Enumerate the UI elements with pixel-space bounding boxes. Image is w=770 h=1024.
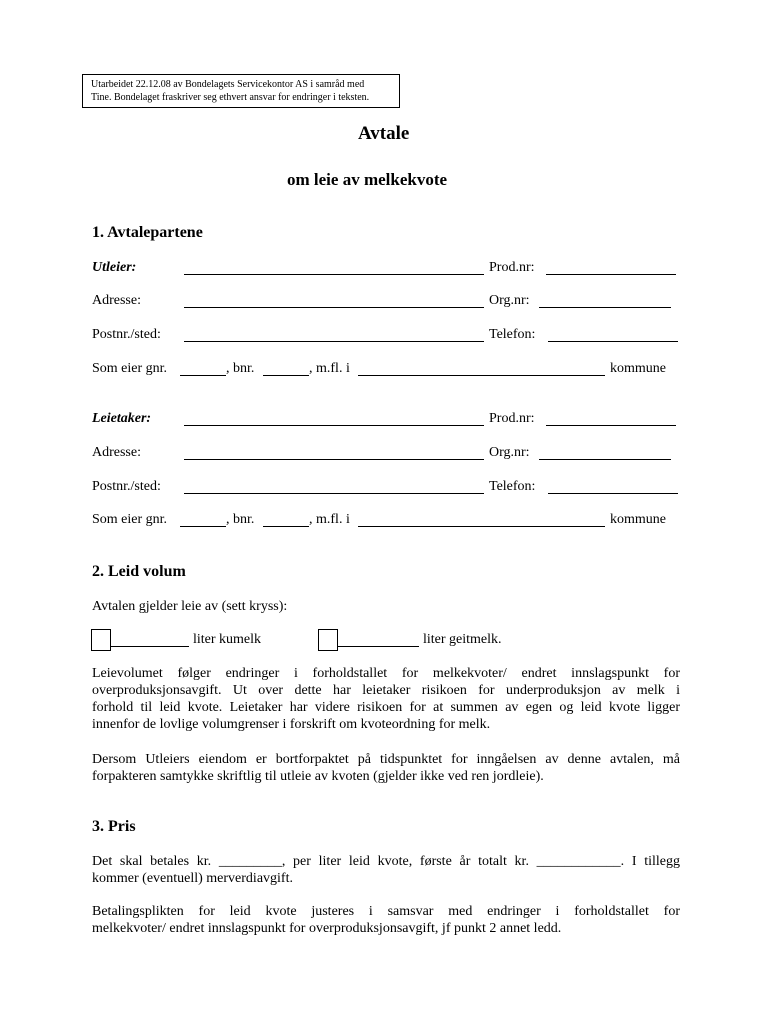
leietaker-postal-label: Postnr./sted:: [92, 479, 161, 494]
utleier-label: Utleier:: [92, 260, 137, 275]
document-title: Avtale: [358, 123, 410, 144]
leietaker-bnr-label: , bnr.: [226, 512, 255, 527]
utleier-postal-field[interactable]: [184, 341, 484, 342]
text-line: Det skal betales kr. _________, per liter leid kvote, første år totalt kr. ____________. I tillegg: [92, 854, 680, 869]
text-line: kommer (eventuell) merverdiavgift.: [92, 871, 293, 886]
disclaimer-line-2: Tine. Bondelaget fraskriver seg ethvert ansvar for endringer i teksten.: [91, 92, 370, 103]
utleier-prodnr-label: Prod.nr:: [489, 260, 535, 275]
utleier-bnr-field[interactable]: [263, 375, 309, 376]
price-paragraph: [92, 853, 680, 887]
leietaker-gnr-label: Som eier gnr.: [92, 512, 168, 527]
utleier-phone-label: Telefon:: [489, 327, 536, 342]
leietaker-phone-field[interactable]: [548, 493, 678, 494]
utleier-kommune-field[interactable]: [358, 375, 605, 376]
section-2-intro: Avtalen gjelder leie av (sett kryss):: [92, 599, 288, 614]
goat-milk-liters-field[interactable]: [338, 646, 419, 647]
section-2-heading: 2. Leid volum: [92, 563, 186, 580]
text-line: forpakteren samtykke skriftlig til utleie av kvoten (gjelder ikke ved ren jordleie).: [92, 769, 544, 784]
disclaimer-box: [82, 74, 400, 108]
utleier-phone-field[interactable]: [548, 341, 678, 342]
utleier-gnr-label: Som eier gnr.: [92, 361, 168, 376]
document-subtitle: om leie av melkekvote: [287, 170, 448, 189]
text-line: melkekvoter/ endret innslagspunkt for overproduksjonsavgift, jf punkt 2 annet ledd.: [92, 921, 562, 936]
leietaker-name-field[interactable]: [184, 425, 484, 426]
section-2-paragraph-2: [92, 751, 680, 785]
utleier-gnr-field[interactable]: [180, 375, 226, 376]
goat-milk-checkbox[interactable]: [318, 629, 338, 651]
leietaker-phone-label: Telefon:: [489, 479, 536, 494]
cow-milk-label: liter kumelk: [193, 632, 262, 647]
leietaker-orgnr-field[interactable]: [539, 459, 671, 460]
utleier-postal-label: Postnr./sted:: [92, 327, 161, 342]
leietaker-postal-field[interactable]: [184, 493, 484, 494]
text-line: forhold til leid kvote. Leietaker har videre risikoen for at summen av egen og leid kvote ligger: [92, 700, 680, 715]
leietaker-mfl-label: , m.fl. i: [309, 512, 350, 527]
leietaker-bnr-field[interactable]: [263, 526, 309, 527]
cow-milk-liters-field[interactable]: [111, 646, 189, 647]
utleier-orgnr-label: Org.nr:: [489, 293, 530, 308]
leietaker-label: Leietaker:: [92, 411, 152, 426]
utleier-mfl-label: , m.fl. i: [309, 361, 350, 376]
utleier-address-field[interactable]: [184, 307, 484, 308]
section-3-heading: 3. Pris: [92, 818, 136, 835]
text-line: Dersom Utleiers eiendom er bortforpaktet på tidspunktet for inngåelsen av denne avtalen, må: [92, 752, 680, 767]
cow-milk-checkbox[interactable]: [91, 629, 111, 651]
leietaker-address-label: Adresse:: [92, 445, 141, 460]
utleier-prodnr-field[interactable]: [546, 274, 676, 275]
leietaker-gnr-field[interactable]: [180, 526, 226, 527]
leietaker-orgnr-label: Org.nr:: [489, 445, 530, 460]
utleier-name-field[interactable]: [184, 274, 484, 275]
section-2-paragraph-1: [92, 665, 680, 733]
leietaker-kommune-label: kommune: [610, 512, 666, 527]
text-line: Leievolumet følger endringer i forholdstallet for melkekvoter/ endret innslagspunkt for: [92, 666, 680, 681]
leietaker-prodnr-field[interactable]: [546, 425, 676, 426]
leietaker-address-field[interactable]: [184, 459, 484, 460]
section-1-heading: 1. Avtalepartene: [92, 224, 203, 241]
utleier-address-label: Adresse:: [92, 293, 141, 308]
utleier-bnr-label: , bnr.: [226, 361, 255, 376]
text-line: overproduksjonsavgift. Ut over dette har leietaker risikoen for underproduksjon av melk i: [92, 683, 680, 698]
text-line: Betalingsplikten for leid kvote justeres i samsvar med endringer i forholdstallet for: [92, 904, 680, 919]
utleier-kommune-label: kommune: [610, 361, 666, 376]
text-line: innenfor de lovlige volumgrenser i forskrift om kvoteordning for melk.: [92, 717, 491, 732]
goat-milk-label: liter geitmelk.: [423, 632, 502, 647]
leietaker-kommune-field[interactable]: [358, 526, 605, 527]
utleier-orgnr-field[interactable]: [539, 307, 671, 308]
leietaker-prodnr-label: Prod.nr:: [489, 411, 535, 426]
payment-adjustment-paragraph: [92, 903, 680, 937]
disclaimer-line-1: Utarbeidet 22.12.08 av Bondelagets Servicekontor AS i samråd med: [91, 79, 365, 90]
